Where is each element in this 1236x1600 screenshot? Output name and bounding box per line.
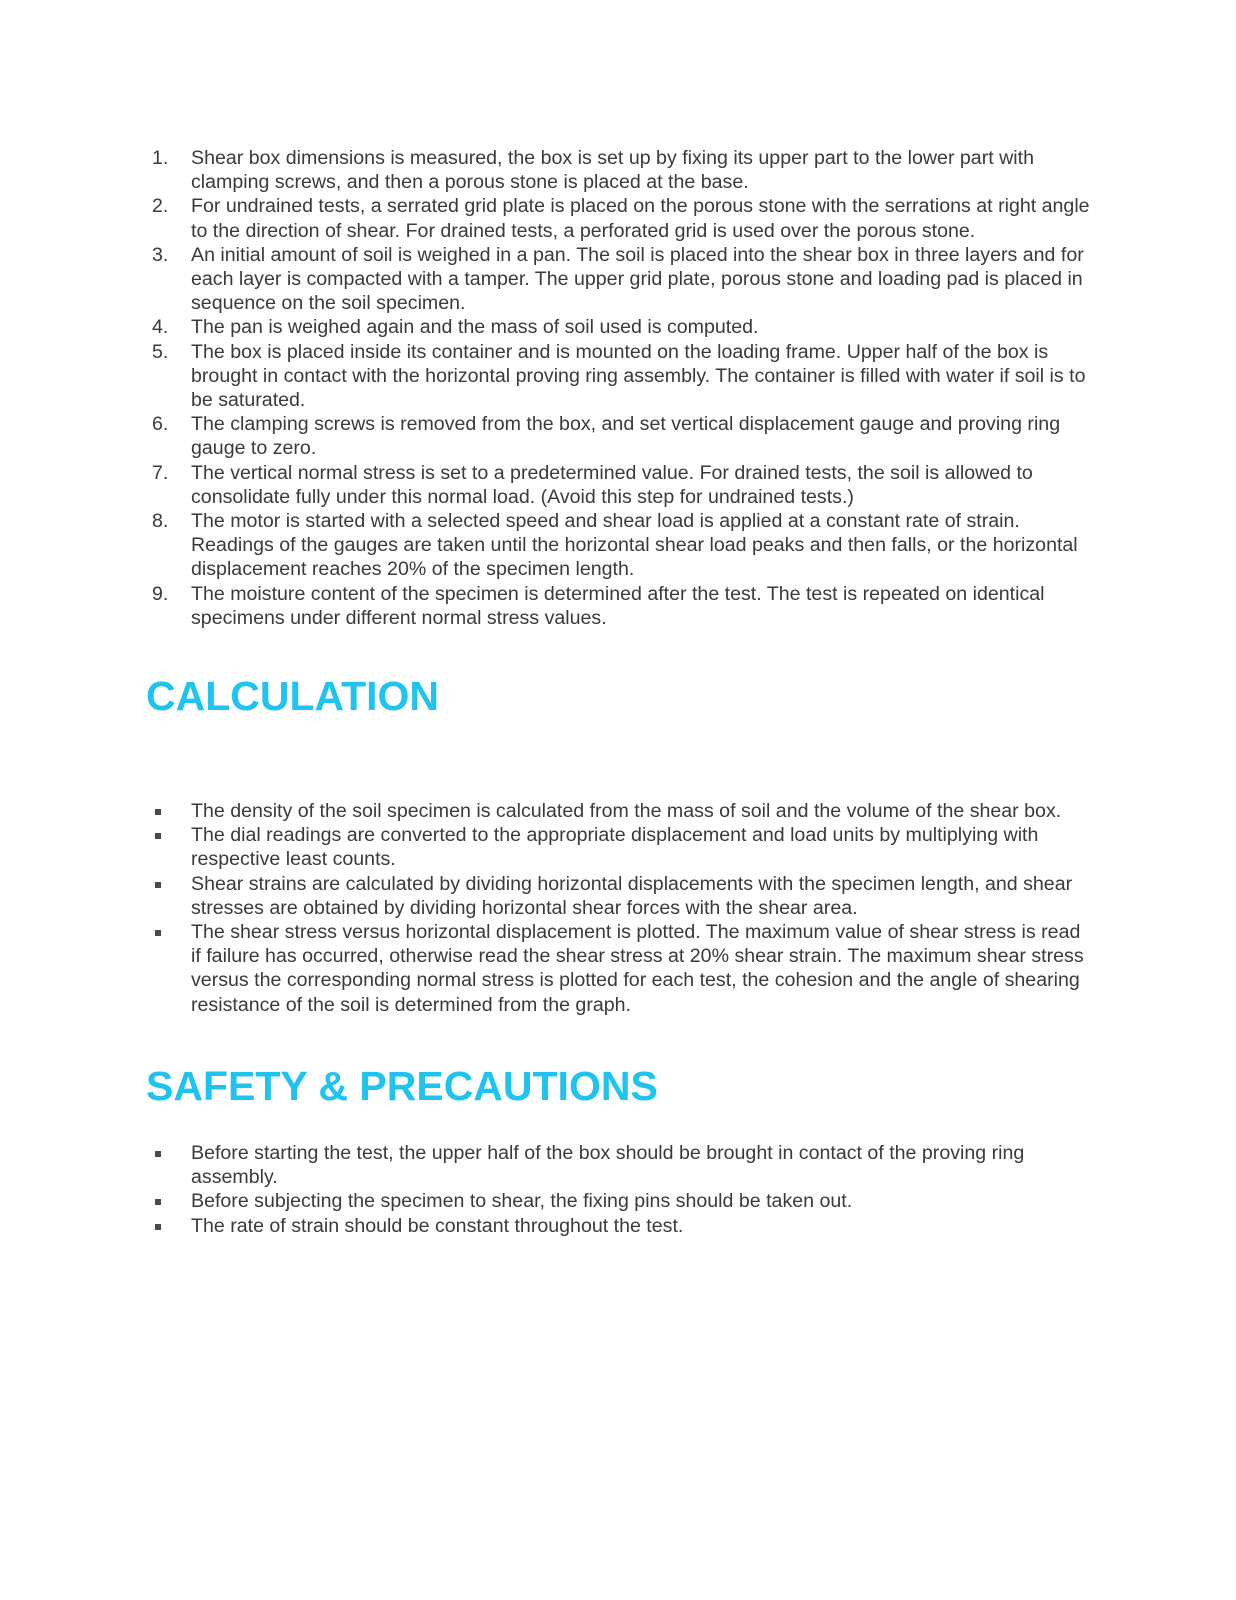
procedure-step-4 xyxy=(0,315,1091,339)
step-text: The vertical normal stress is set to a predetermined value. For drained tests, the soil is allowed to consolidate fully under this normal load. (Avoid this step for undrained tests.) xyxy=(191,461,1033,508)
bullet-square xyxy=(155,1224,161,1230)
procedure-step-7 xyxy=(0,461,1091,509)
calculation-item-text: The dial readings are converted to the appropriate displacement and load units by multiplying with respective least counts. xyxy=(191,824,1039,871)
safety-heading: SAFETY & PRECAUTIONS xyxy=(146,1063,658,1109)
safety-list xyxy=(0,1141,1236,1238)
step-number: 1. xyxy=(152,147,169,169)
step-number: 3. xyxy=(152,243,169,266)
step-number: 9. xyxy=(152,582,169,605)
step-text: The pan is weighed again and the mass of soil used is computed. xyxy=(191,316,759,339)
step-number: 7. xyxy=(152,461,169,484)
bullet-square xyxy=(155,882,161,888)
calculation-item-text: Shear strains are calculated by dividing horizontal displacements with the specimen length, and shear stresses are obtained by dividing horizontal shear forces with the shear area. xyxy=(191,872,1073,919)
safety-item-text: Before starting the test, the upper half of the box should be brought in contact of the proving ring assembly. xyxy=(191,1142,1025,1189)
step-text: The moisture content of the specimen is determined after the test. The test is repeated on identical specimens under different normal stress values. xyxy=(191,582,1045,629)
bullet-square xyxy=(155,1151,161,1157)
calculation-item-text: The density of the soil specimen is calculated from the mass of soil and the volume of the shear box. xyxy=(191,800,1062,822)
step-number: 6. xyxy=(152,413,169,436)
calculation-item xyxy=(0,799,1091,823)
safety-item xyxy=(0,1189,1091,1213)
procedure-step-5 xyxy=(0,340,1091,413)
procedure-step-1 xyxy=(0,146,1091,194)
step-number: 4. xyxy=(152,316,169,339)
step-text: The motor is started with a selected speed and shear load is applied at a constant rate of strain. Readings of the gauges are taken until the horizontal shear load peaks and then falls, or the horizontal displacement reaches 20% of the specimen length. xyxy=(191,510,1078,581)
calculation-item-text: The shear stress versus horizontal displacement is plotted. The maximum value of shear stress is read if failure has occurred, otherwise read the shear stress at 20% shear strain. The maximum shear stress versus the corresponding normal stress is plotted for each test, the cohesion and the angle of shearing resistance of the soil is determined from the graph. xyxy=(191,921,1084,1016)
step-number: 8. xyxy=(152,510,169,533)
procedure-list xyxy=(0,146,1236,630)
step-text: The box is placed inside its container and is mounted on the loading frame. Upper half of the box is brought in contact with the horizontal proving ring assembly. The container is filled with water if soil is to be saturated. xyxy=(191,340,1086,412)
step-number: 5. xyxy=(152,340,169,363)
bullet-square xyxy=(155,930,161,936)
safety-item xyxy=(0,1214,1091,1238)
calculation-list xyxy=(0,799,1236,1017)
bullet-square xyxy=(155,833,161,839)
step-text: Shear box dimensions is measured, the box is set up by fixing its upper part to the lower part with clamping screws, and then a porous stone is placed at the base. xyxy=(191,147,1034,194)
calculation-item xyxy=(0,823,1091,871)
bullet-square xyxy=(155,1199,161,1205)
procedure-step-2 xyxy=(0,194,1091,242)
step-number: 2. xyxy=(152,195,169,218)
procedure-step-6 xyxy=(0,412,1091,460)
step-text: An initial amount of soil is weighed in a pan. The soil is placed into the shear box in three layers and for each layer is compacted with a tamper. The upper grid plate, porous stone and loading pad is placed in sequence on the soil specimen. xyxy=(191,243,1084,315)
step-text: For undrained tests, a serrated grid plate is placed on the porous stone with the serrations at right angle to the direction of shear. For drained tests, a perforated grid is used over the porous stone. xyxy=(191,195,1090,242)
bullet-square xyxy=(155,809,161,815)
step-text: The clamping screws is removed from the box, and set vertical displacement gauge and proving ring gauge to zero. xyxy=(191,413,1061,460)
safety-item-text: The rate of strain should be constant throughout the test. xyxy=(191,1214,684,1237)
procedure-step-3 xyxy=(0,243,1091,316)
calculation-heading: CALCULATION xyxy=(146,673,440,719)
procedure-step-9 xyxy=(0,582,1091,630)
safety-item-text: Before subjecting the specimen to shear, the fixing pins should be taken out. xyxy=(191,1190,853,1213)
calculation-item xyxy=(0,920,1091,1017)
calculation-item xyxy=(0,872,1091,920)
safety-item xyxy=(0,1141,1091,1189)
procedure-step-8 xyxy=(0,509,1091,582)
